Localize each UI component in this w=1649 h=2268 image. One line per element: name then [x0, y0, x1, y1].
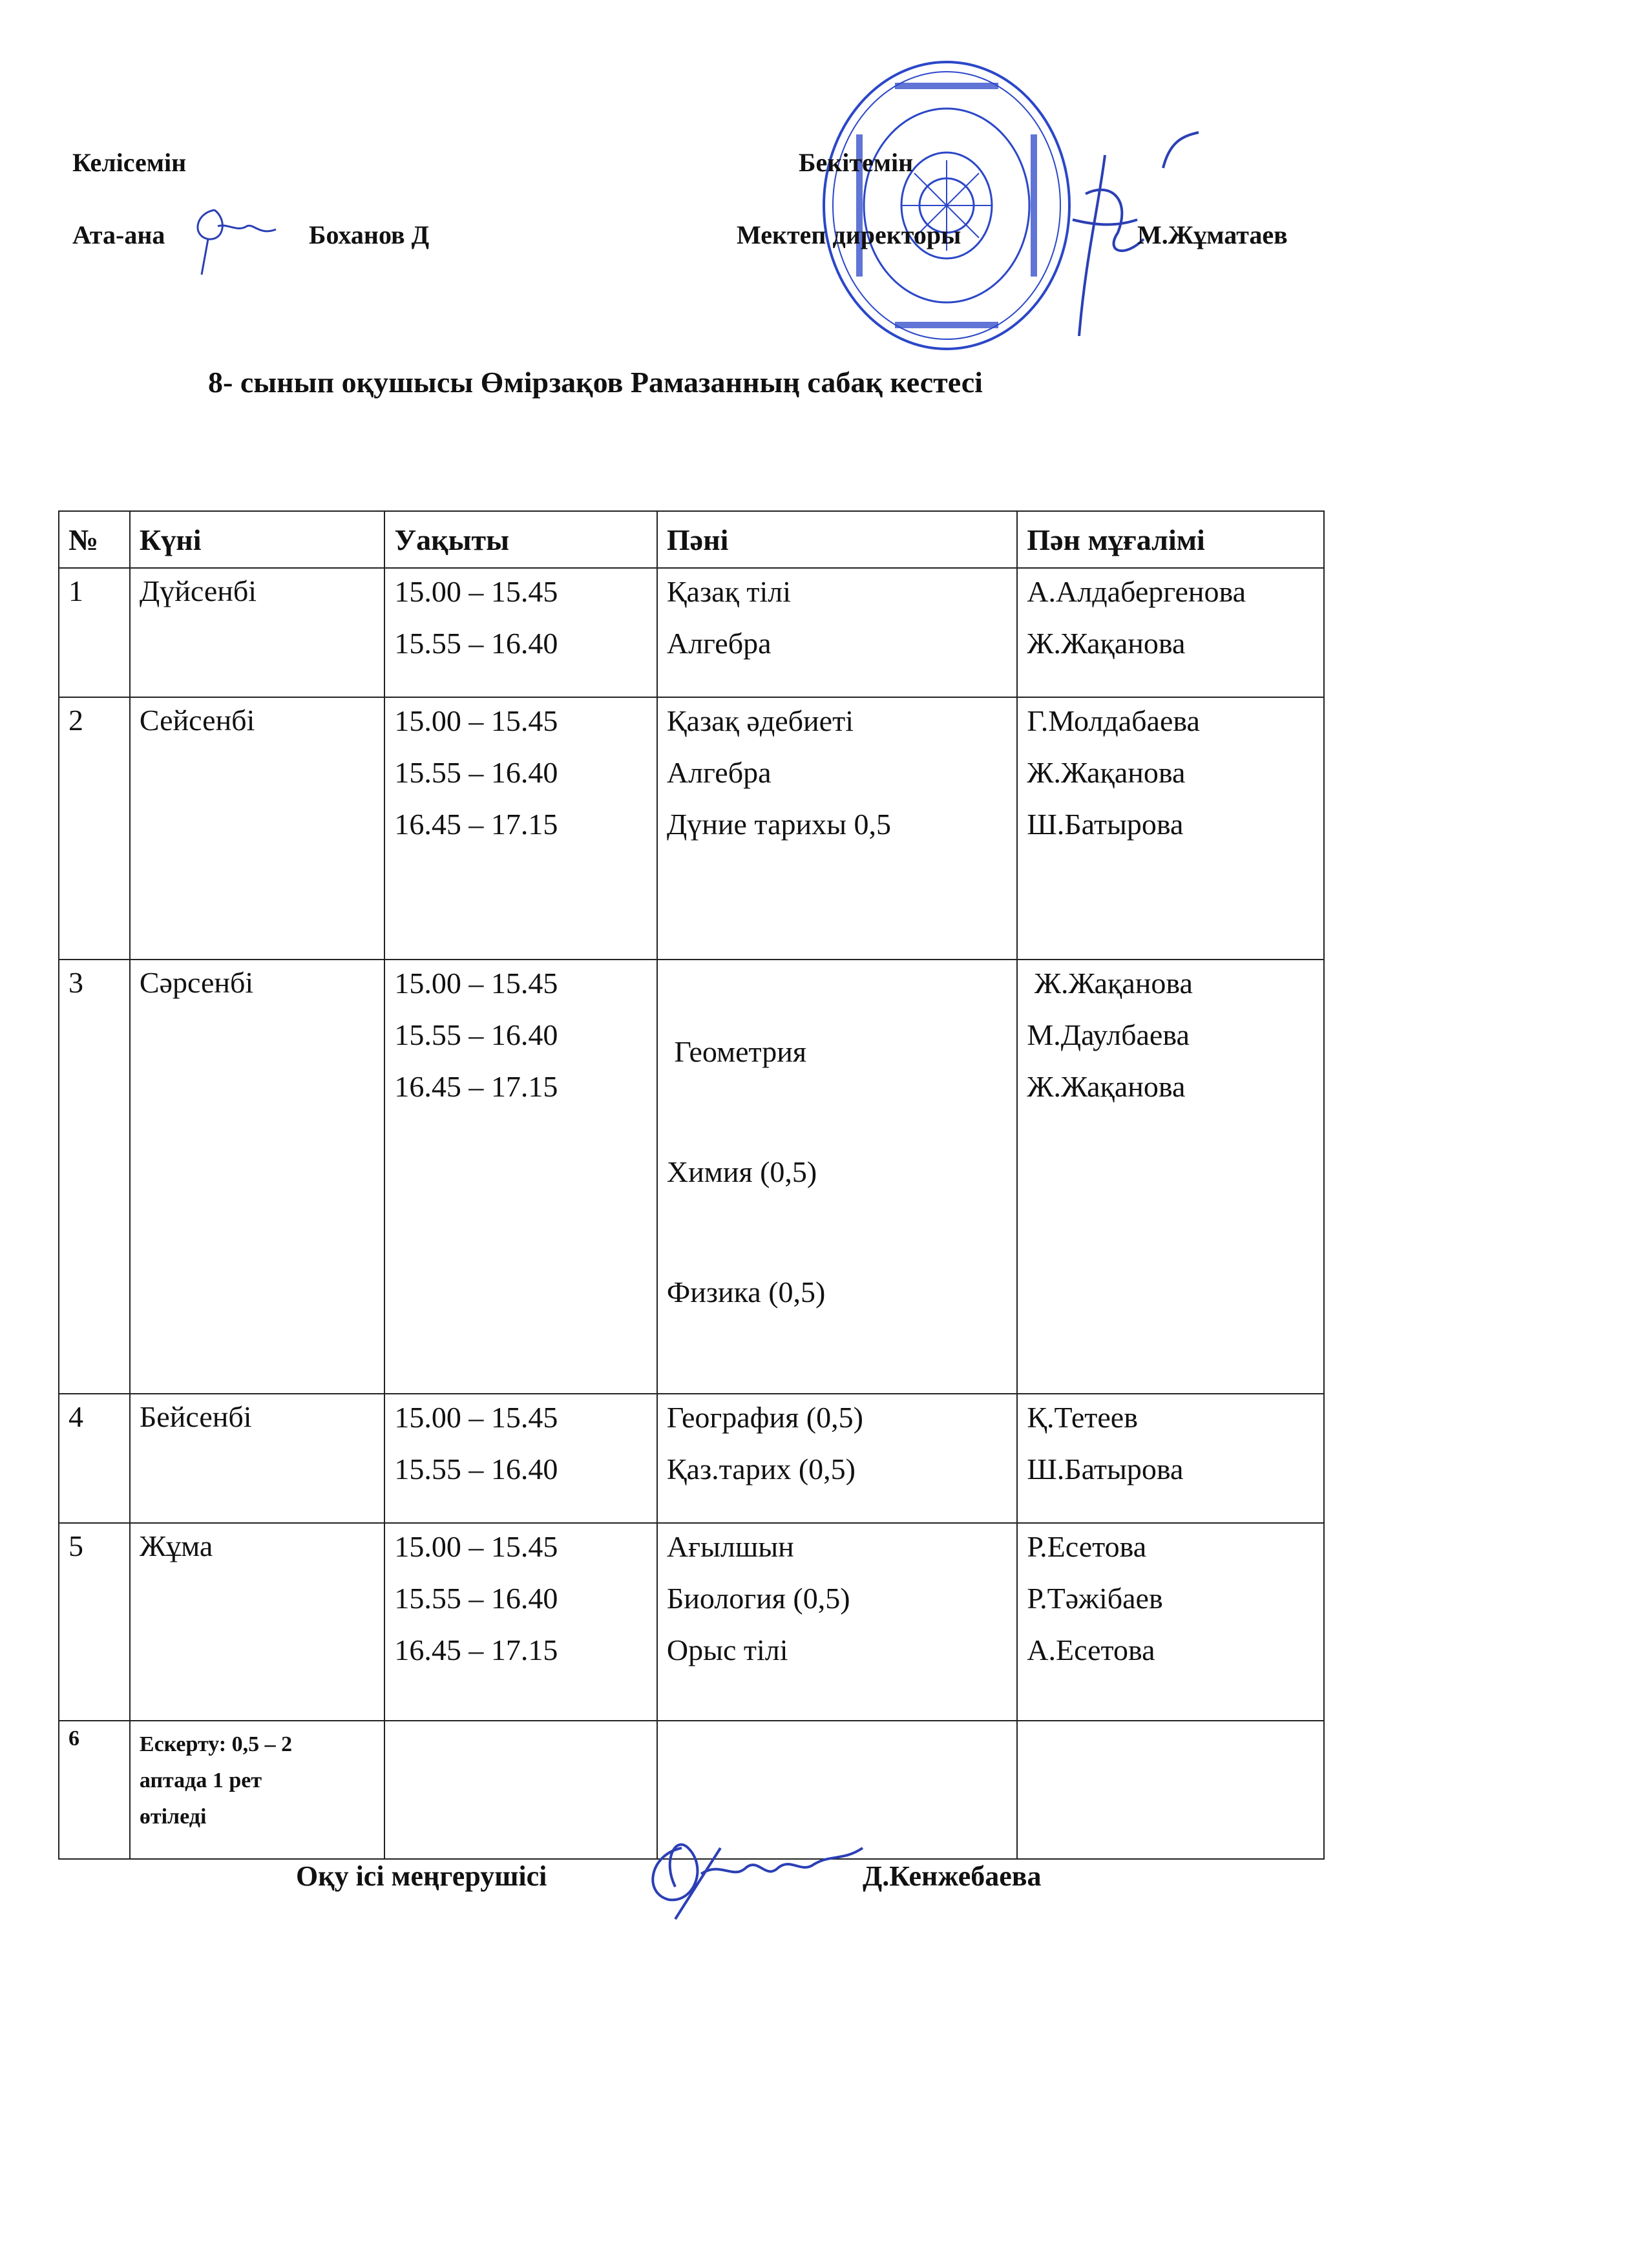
row-number: 2 — [59, 697, 130, 960]
subject: Қазақ әдебиеті — [666, 704, 854, 737]
teacher: Г.Молдабаева — [1027, 704, 1200, 737]
row-times — [384, 960, 657, 1394]
header-teacher: Пән мұғалімі — [1017, 511, 1324, 568]
subject: Ағылшын — [666, 1530, 794, 1563]
row-times — [384, 568, 657, 697]
subject: Биология (0,5) — [666, 1582, 850, 1615]
row-subjects — [657, 1394, 1017, 1523]
teacher: А.Есетова — [1027, 1633, 1155, 1666]
note-row-number: 6 — [59, 1721, 130, 1859]
subject: Дүние тарихы 0,5 — [666, 808, 892, 841]
time-slot: 15.55 – 16.40 — [394, 627, 558, 660]
teacher: Р.Есетова — [1027, 1530, 1147, 1563]
time-slot: 15.00 – 15.45 — [394, 1530, 558, 1563]
note-line: Ескерту: 0,5 – 2 — [139, 1732, 293, 1756]
subject: Қазақ тілі — [666, 575, 792, 608]
table-row — [59, 960, 1324, 1394]
subject: Алгебра — [666, 756, 772, 789]
row-subjects — [657, 697, 1017, 960]
time-slot: 15.55 – 16.40 — [394, 756, 558, 789]
row-teachers — [1017, 1523, 1324, 1721]
row-teachers — [1017, 1394, 1324, 1523]
row-day: Сейсенбі — [130, 697, 384, 960]
schedule-table — [58, 510, 1325, 1860]
footer-label: Оқу ісі меңгерушісі — [296, 1860, 547, 1892]
time-slot: 16.45 – 17.15 — [394, 808, 558, 841]
row-day: Бейсенбі — [130, 1394, 384, 1523]
page-title: 8- сынып оқушысы Өмірзақов Рамазанның сабақ кестесі — [208, 366, 983, 399]
row-day: Жұма — [130, 1523, 384, 1721]
director-name: М.Жұматаев — [1137, 220, 1288, 249]
table-row — [59, 1523, 1324, 1721]
subject: География (0,5) — [666, 1401, 863, 1434]
row-number: 5 — [59, 1523, 130, 1721]
time-slot: 15.00 – 15.45 — [394, 575, 558, 608]
header-time: Уақыты — [384, 511, 657, 568]
parent-name: Боханов Д — [309, 220, 430, 249]
row-times — [384, 1523, 657, 1721]
official-stamp — [817, 57, 1076, 354]
parent-label: Ата-ана — [72, 220, 165, 249]
subject: Орыс тілі — [666, 1633, 788, 1666]
empty-cell — [384, 1721, 657, 1859]
teacher: Ш.Батырова — [1027, 808, 1184, 841]
row-number: 4 — [59, 1394, 130, 1523]
header-subject: Пәні — [657, 511, 1017, 568]
time-slot: 15.55 – 16.40 — [394, 1453, 558, 1486]
note-text — [130, 1721, 384, 1859]
teacher: Р.Тәжібаев — [1027, 1582, 1163, 1615]
subject: Геометрия — [666, 1035, 806, 1068]
subject: Физика (0,5) — [666, 1276, 826, 1308]
row-number: 1 — [59, 568, 130, 697]
time-slot: 15.55 – 16.40 — [394, 1582, 558, 1615]
teacher: Ш.Батырова — [1027, 1453, 1184, 1486]
teacher: Қ.Тетеев — [1027, 1401, 1138, 1434]
parent-signature — [189, 197, 279, 281]
row-times — [384, 697, 657, 960]
table-row — [59, 1394, 1324, 1523]
director-label: Мектеп директоры — [737, 220, 961, 249]
table-row — [59, 697, 1324, 960]
time-slot: 16.45 – 17.15 — [394, 1070, 558, 1103]
subject: Қаз.тарих (0,5) — [666, 1453, 856, 1486]
row-teachers — [1017, 697, 1324, 960]
row-number: 3 — [59, 960, 130, 1394]
row-day: Дүйсенбі — [130, 568, 384, 697]
teacher: Ж.Жақанова — [1027, 756, 1186, 789]
note-line: аптада 1 рет — [139, 1769, 262, 1792]
teacher: Ж.Жақанова — [1027, 967, 1193, 1000]
time-slot: 15.00 – 15.45 — [394, 704, 558, 737]
note-line: өтіледі — [139, 1805, 207, 1829]
header-number: № — [59, 511, 130, 568]
row-subjects — [657, 568, 1017, 697]
row-day: Сәрсенбі — [130, 960, 384, 1394]
time-slot: 15.00 – 15.45 — [394, 1401, 558, 1434]
time-slot: 16.45 – 17.15 — [394, 1633, 558, 1666]
left-heading: Келісемін — [72, 148, 187, 177]
subject: Алгебра — [666, 627, 772, 660]
row-teachers — [1017, 960, 1324, 1394]
header-day: Күні — [130, 511, 384, 568]
row-subjects — [657, 960, 1017, 1394]
time-slot: 15.55 – 16.40 — [394, 1018, 558, 1051]
row-subjects — [657, 1523, 1017, 1721]
teacher: Ж.Жақанова — [1027, 627, 1186, 660]
teacher: Ж.Жақанова — [1027, 1070, 1186, 1103]
head-teacher-signature — [636, 1822, 869, 1926]
row-times — [384, 1394, 657, 1523]
footer-name: Д.Кенжебаева — [863, 1860, 1042, 1892]
row-teachers — [1017, 568, 1324, 697]
subject: Химия (0,5) — [666, 1155, 817, 1188]
table-row — [59, 568, 1324, 697]
right-heading: Бекітемін — [799, 148, 914, 177]
teacher: М.Даулбаева — [1027, 1018, 1190, 1051]
empty-cell — [1017, 1721, 1324, 1859]
time-slot: 15.00 – 15.45 — [394, 967, 558, 1000]
teacher: А.Алдабергенова — [1027, 575, 1246, 608]
